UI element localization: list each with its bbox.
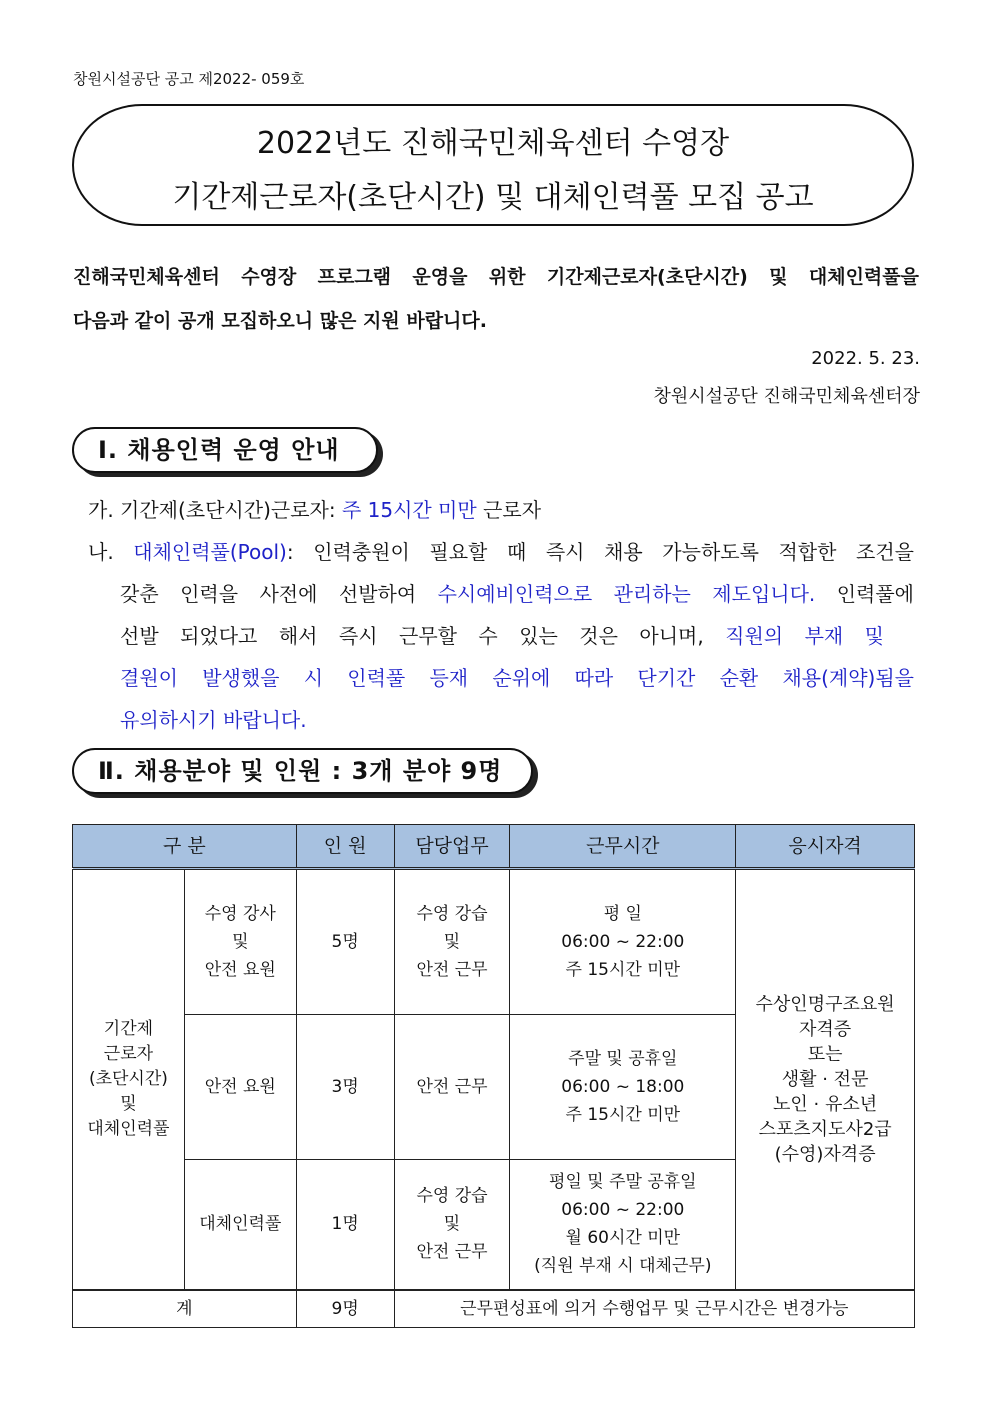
hours-text: 06:00 ~ 22:00: [561, 932, 685, 952]
duty-cell: 안전 근무: [394, 1015, 510, 1160]
duty-cell: [394, 1160, 510, 1290]
item-na-prefix: 나.: [88, 540, 134, 564]
item-na: [88, 536, 914, 565]
item-na-highlight: 대체인력풀(Pool): [133, 540, 287, 564]
hours-cell: [510, 1160, 736, 1290]
total-label: 계: [73, 1290, 297, 1328]
duty-text: 및: [443, 932, 461, 952]
hours-text: 월 60시간 미만: [565, 1228, 681, 1249]
notice-date: 2022. 5. 23.: [811, 348, 920, 369]
category-text: 및: [120, 1093, 137, 1114]
hours-cell: [510, 1015, 736, 1160]
item-ga-highlight: 주 15시간 미만: [341, 498, 477, 522]
count-cell: 1명: [296, 1160, 394, 1290]
field-text: 안전 요원: [204, 960, 276, 980]
total-row: [73, 1290, 915, 1328]
category-text: 대체인력풀: [87, 1118, 170, 1139]
issuer: 창원시설공단 진해국민체육센터장: [653, 386, 920, 407]
item-ga: [88, 494, 541, 523]
title-line-2: 기간제근로자(초단시간) 및 대체인력풀 모집 공고: [172, 180, 814, 215]
qualification-text: 노인 · 유소년: [773, 1093, 878, 1115]
section-1-heading: Ⅰ. 채용인력 운영 안내: [72, 427, 378, 473]
item-na-text: : 인력충원이 필요할 때 즉시 채용 가능하도록 적합한 조건을: [286, 540, 914, 564]
item-na-line3-a: 선발 되었다고 해서 즉시 근무할 수 있는 것은 아니며,: [120, 624, 726, 648]
intro-line-1: 진해국민체육센터 수영장 프로그램 운영을 위한 기간제근로자(초단시간) 및 대체인력풀을: [73, 266, 919, 288]
header-hours: 근무시간: [510, 825, 736, 869]
category-cell: [73, 869, 185, 1290]
duty-cell: [394, 869, 510, 1015]
count-cell: 5명: [296, 869, 394, 1015]
category-text: (초단시간): [88, 1068, 168, 1089]
intro-line-2: 다음과 같이 공개 모집하오니 많은 지원 바랍니다.: [73, 310, 487, 332]
item-na-line2-a: 갖춘 인력을 사전에 선발하여: [120, 582, 438, 606]
item-na-line-3: [120, 620, 884, 649]
hours-cell: [510, 869, 736, 1015]
item-na-line-2: [120, 578, 914, 607]
item-na-line2-highlight: 수시예비인력으로 관리하는 제도입니다.: [437, 582, 816, 606]
hours-text: 주말 및 공휴일: [568, 1049, 678, 1069]
qualification-cell: [736, 869, 915, 1290]
total-note: 근무편성표에 의거 수행업무 및 근무시간은 변경가능: [394, 1290, 914, 1328]
title-box: [72, 104, 914, 226]
title-line-1: 2022년도 진해국민체육센터 수영장: [256, 126, 730, 161]
duty-text: 수영 강습: [416, 904, 488, 924]
hours-text: 평 일: [603, 904, 642, 924]
item-ga-suffix: 근로자: [476, 498, 542, 522]
item-na-line3-highlight: 직원의 부재 및: [725, 624, 884, 648]
table-row: [73, 869, 915, 1015]
qualification-text: 스포츠지도사2급: [758, 1118, 892, 1140]
duty-text: 안전 근무: [416, 960, 488, 980]
total-count: 9명: [296, 1290, 394, 1328]
item-na-line2-b: 인력풀에: [815, 582, 914, 606]
field-text: 및: [232, 932, 249, 952]
qualification-text: 또는: [807, 1043, 843, 1065]
qualification-text: (수영)자격증: [774, 1143, 876, 1165]
category-text: 기간제: [103, 1018, 154, 1039]
field-cell: [184, 869, 296, 1015]
qualification-text: 생활 · 전문: [781, 1068, 869, 1090]
header-count: 인 원: [296, 825, 394, 869]
field-cell: 대체인력풀: [184, 1160, 296, 1290]
field-cell: 안전 요원: [184, 1015, 296, 1160]
header-duty: 담당업무: [394, 825, 510, 869]
item-ga-prefix: 가. 기간제(초단시간)근로자:: [88, 498, 342, 522]
field-text: 수영 강사: [204, 904, 276, 924]
table-header-row: [73, 825, 915, 869]
hours-text: 06:00 ~ 22:00: [561, 1200, 685, 1221]
item-na-line-5: 유의하시기 바랍니다.: [120, 708, 307, 732]
duty-text: 수영 강습: [416, 1186, 488, 1207]
hours-text: (직원 부재 시 대체근무): [534, 1256, 712, 1277]
category-text: 근로자: [103, 1043, 154, 1064]
hours-text: 평일 및 주말 공휴일: [549, 1172, 697, 1193]
item-na-line-4: 결원이 발생했을 시 인력풀 등재 순위에 따라 단기간 순환 채용(계약)됨을: [120, 666, 914, 690]
hours-text: 주 15시간 미만: [565, 960, 681, 980]
hours-text: 06:00 ~ 18:00: [561, 1077, 685, 1097]
qualification-text: 자격증: [799, 1018, 852, 1040]
count-cell: 3명: [296, 1015, 394, 1160]
qualification-text: 수상인명구조요원: [755, 993, 895, 1015]
header-qualification: 응시자격: [736, 825, 915, 869]
notice-number: 창원시설공단 공고 제2022- 059호: [73, 70, 305, 88]
duty-text: 안전 근무: [416, 1242, 488, 1263]
duty-text: 및: [443, 1214, 461, 1235]
recruitment-table: [72, 824, 915, 1328]
header-category: 구 분: [73, 825, 297, 869]
hours-text: 주 15시간 미만: [565, 1105, 681, 1125]
section-2-heading: Ⅱ. 채용분야 및 인원 : 3개 분야 9명: [72, 748, 533, 794]
